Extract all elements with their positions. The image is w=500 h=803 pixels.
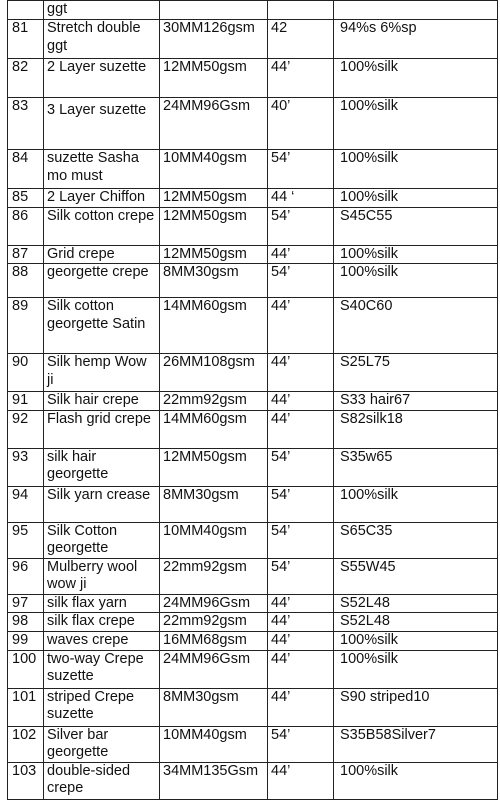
fabric-weight-cell: 12MM50gsm <box>160 207 268 245</box>
fabric-composition-cell: 100%silk <box>334 245 498 264</box>
fabric-weight-cell: 24MM96Gsm <box>160 98 268 150</box>
row-number-cell: 87 <box>8 245 44 264</box>
table-row <box>8 762 498 799</box>
row-number-cell: 97 <box>8 594 44 613</box>
fabric-width-cell <box>268 1 334 20</box>
fabric-weight-cell: 24MM96Gsm <box>160 650 268 688</box>
fabric-weight-cell: 8MM30gsm <box>160 688 268 726</box>
fabric-width-cell: 44 ‘ <box>268 189 334 208</box>
fabric-composition-cell: S33 hair67 <box>334 392 498 411</box>
fabric-name-cell: Stretch double ggt <box>44 20 160 59</box>
fabric-weight-cell: 22mm92gsm <box>160 558 268 594</box>
row-number-cell: 96 <box>8 558 44 594</box>
fabric-width-cell: 44’ <box>268 392 334 411</box>
row-number-cell: 82 <box>8 59 44 98</box>
table-row <box>8 59 498 98</box>
table-row <box>8 354 498 392</box>
fabric-composition-cell: 100%silk <box>334 59 498 98</box>
fabric-composition-cell: 100%silk <box>334 150 498 189</box>
fabric-composition-cell: S25L75 <box>334 354 498 392</box>
table-row <box>8 189 498 208</box>
fabric-name-cell: striped Crepe suzette <box>44 688 160 726</box>
fabric-weight-cell: 12MM50gsm <box>160 245 268 264</box>
table-row <box>8 245 498 264</box>
fabric-width-cell: 44’ <box>268 298 334 354</box>
fabric-name-cell: Silk hemp Wow ji <box>44 354 160 392</box>
fabric-composition-cell: S82silk18 <box>334 410 498 448</box>
fabric-width-cell: 54’ <box>268 150 334 189</box>
fabric-composition-cell: 100%silk <box>334 762 498 799</box>
fabric-composition-cell: S55W45 <box>334 558 498 594</box>
fabric-name-cell: Mulberry wool wow ji <box>44 558 160 594</box>
table-row <box>8 150 498 189</box>
fabric-weight-cell: 30MM126gsm <box>160 20 268 59</box>
table-body <box>8 1 498 800</box>
table-row <box>8 207 498 245</box>
fabric-composition-cell: S40C60 <box>334 298 498 354</box>
table-row <box>8 594 498 613</box>
table-row <box>8 20 498 59</box>
fabric-width-cell: 54’ <box>268 522 334 558</box>
row-number-cell: 89 <box>8 298 44 354</box>
fabric-name-cell: Flash grid crepe <box>44 410 160 448</box>
table-row <box>8 726 498 762</box>
fabric-name-cell: double-sided crepe <box>44 762 160 799</box>
fabric-name-cell: two-way Crepe suzette <box>44 650 160 688</box>
table-row <box>8 410 498 448</box>
fabric-weight-cell: 22mm92gsm <box>160 613 268 632</box>
row-number-cell: 103 <box>8 762 44 799</box>
table-row <box>8 688 498 726</box>
fabric-weight-cell: 34MM135Gsm <box>160 762 268 799</box>
table-row <box>8 298 498 354</box>
fabric-width-cell: 54’ <box>268 448 334 486</box>
fabric-width-cell: 54’ <box>268 264 334 298</box>
fabric-composition-cell: 94%s 6%sp <box>334 20 498 59</box>
fabric-name-cell: ggt <box>44 1 160 20</box>
fabric-weight-cell: 8MM30gsm <box>160 486 268 522</box>
table-row <box>8 448 498 486</box>
fabric-weight-cell: 26MM108gsm <box>160 354 268 392</box>
fabric-width-cell: 44’ <box>268 410 334 448</box>
row-number-cell <box>8 1 44 20</box>
fabric-composition-cell: S90 striped10 <box>334 688 498 726</box>
fabric-spec-table <box>7 0 498 800</box>
fabric-weight-cell: 8MM30gsm <box>160 264 268 298</box>
fabric-name-cell: 2 Layer suzette <box>44 59 160 98</box>
fabric-composition-cell: 100%silk <box>334 486 498 522</box>
fabric-composition-cell: 100%silk <box>334 631 498 650</box>
fabric-weight-cell: 16MM68gsm <box>160 631 268 650</box>
fabric-width-cell: 44’ <box>268 650 334 688</box>
row-number-cell: 98 <box>8 613 44 632</box>
row-number-cell: 84 <box>8 150 44 189</box>
fabric-width-cell: 44’ <box>268 59 334 98</box>
row-number-cell: 90 <box>8 354 44 392</box>
fabric-name-cell: waves crepe <box>44 631 160 650</box>
row-number-cell: 83 <box>8 98 44 150</box>
fabric-weight-cell: 12MM50gsm <box>160 448 268 486</box>
fabric-name-cell: 2 Layer Chiffon <box>44 189 160 208</box>
fabric-name-cell: Grid crepe <box>44 245 160 264</box>
table-row <box>8 264 498 298</box>
fabric-composition-cell: 100%silk <box>334 650 498 688</box>
table-row <box>8 98 498 150</box>
fabric-composition-cell: S52L48 <box>334 594 498 613</box>
fabric-width-cell: 54’ <box>268 486 334 522</box>
fabric-composition-cell: S35B58Silver7 <box>334 726 498 762</box>
fabric-weight-cell: 14MM60gsm <box>160 410 268 448</box>
fabric-composition-cell <box>334 1 498 20</box>
fabric-width-cell: 44’ <box>268 594 334 613</box>
table-row <box>8 1 498 20</box>
fabric-name-cell: georgette crepe <box>44 264 160 298</box>
fabric-composition-cell: S52L48 <box>334 613 498 632</box>
row-number-cell: 91 <box>8 392 44 411</box>
fabric-name-cell: Silk yarn crease <box>44 486 160 522</box>
row-number-cell: 86 <box>8 207 44 245</box>
fabric-weight-cell <box>160 1 268 20</box>
table-row <box>8 486 498 522</box>
row-number-cell: 92 <box>8 410 44 448</box>
fabric-name-cell: silk flax crepe <box>44 613 160 632</box>
row-number-cell: 94 <box>8 486 44 522</box>
fabric-width-cell: 42 <box>268 20 334 59</box>
fabric-spec-table-page <box>7 0 497 803</box>
row-number-cell: 95 <box>8 522 44 558</box>
fabric-name-cell: Silk cotton crepe <box>44 207 160 245</box>
fabric-name-cell: silk hair georgette <box>44 448 160 486</box>
table-row <box>8 558 498 594</box>
fabric-width-cell: 44’ <box>268 688 334 726</box>
table-row <box>8 631 498 650</box>
fabric-weight-cell: 12MM50gsm <box>160 59 268 98</box>
fabric-composition-cell: 100%silk <box>334 98 498 150</box>
fabric-width-cell: 54’ <box>268 558 334 594</box>
row-number-cell: 85 <box>8 189 44 208</box>
fabric-width-cell: 54’ <box>268 726 334 762</box>
fabric-name-cell: Silver bar georgette <box>44 726 160 762</box>
fabric-width-cell: 44’ <box>268 245 334 264</box>
row-number-cell: 101 <box>8 688 44 726</box>
row-number-cell: 99 <box>8 631 44 650</box>
fabric-width-cell: 40’ <box>268 98 334 150</box>
fabric-weight-cell: 24MM96Gsm <box>160 594 268 613</box>
fabric-width-cell: 54’ <box>268 207 334 245</box>
fabric-name-cell: silk flax yarn <box>44 594 160 613</box>
fabric-weight-cell: 14MM60gsm <box>160 298 268 354</box>
fabric-composition-cell: S35w65 <box>334 448 498 486</box>
fabric-name-cell: 3 Layer suzette <box>44 98 160 150</box>
row-number-cell: 100 <box>8 650 44 688</box>
fabric-weight-cell: 10MM40gsm <box>160 150 268 189</box>
fabric-width-cell: 44’ <box>268 762 334 799</box>
fabric-width-cell: 44’ <box>268 354 334 392</box>
fabric-composition-cell: 100%silk <box>334 264 498 298</box>
fabric-weight-cell: 12MM50gsm <box>160 189 268 208</box>
fabric-weight-cell: 10MM40gsm <box>160 726 268 762</box>
row-number-cell: 102 <box>8 726 44 762</box>
fabric-name-cell: suzette Sasha mo must <box>44 150 160 189</box>
fabric-name-cell: Silk Cotton georgette <box>44 522 160 558</box>
table-row <box>8 650 498 688</box>
fabric-name-cell: Silk hair crepe <box>44 392 160 411</box>
fabric-weight-cell: 22mm92gsm <box>160 392 268 411</box>
fabric-width-cell: 44’ <box>268 631 334 650</box>
table-row <box>8 522 498 558</box>
fabric-composition-cell: 100%silk <box>334 189 498 208</box>
fabric-weight-cell: 10MM40gsm <box>160 522 268 558</box>
table-row <box>8 392 498 411</box>
fabric-composition-cell: S45C55 <box>334 207 498 245</box>
table-row <box>8 613 498 632</box>
row-number-cell: 81 <box>8 20 44 59</box>
fabric-composition-cell: S65C35 <box>334 522 498 558</box>
row-number-cell: 88 <box>8 264 44 298</box>
row-number-cell: 93 <box>8 448 44 486</box>
fabric-width-cell: 44’ <box>268 613 334 632</box>
fabric-name-cell: Silk cotton georgette Satin <box>44 298 160 354</box>
